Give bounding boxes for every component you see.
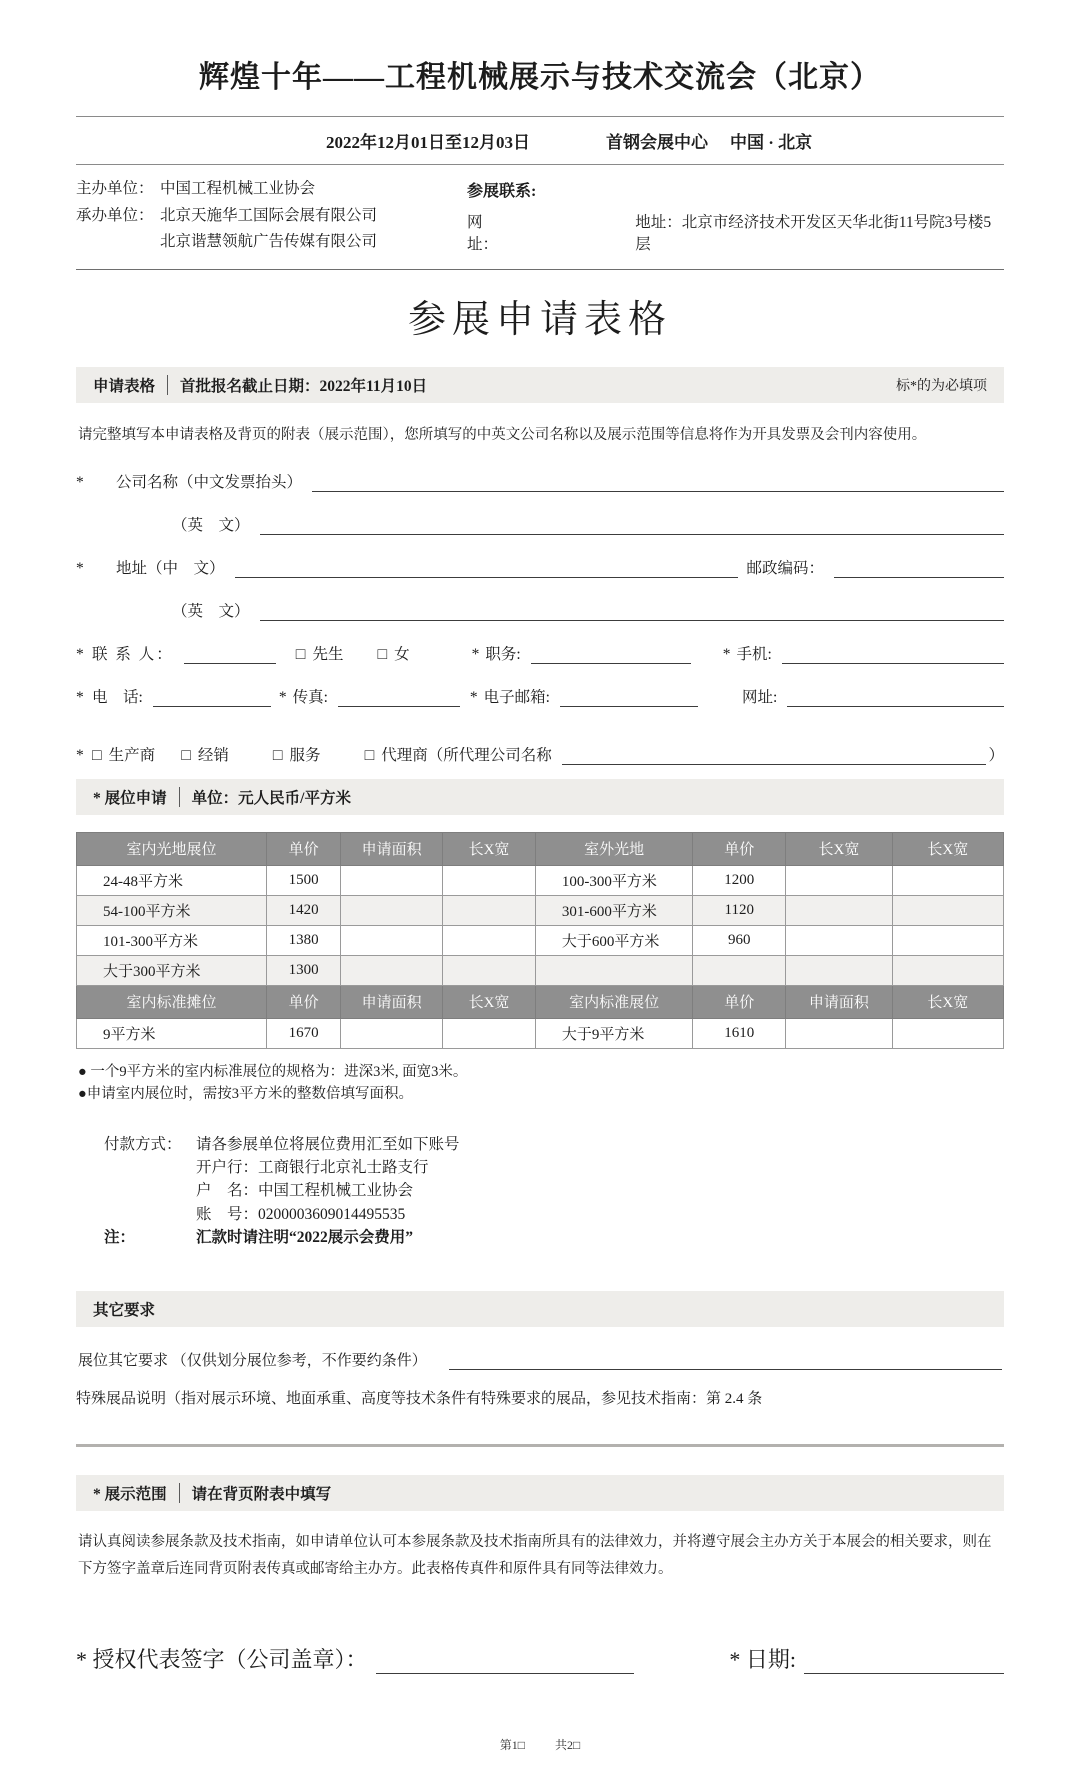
fax-field[interactable] xyxy=(338,688,460,707)
note-label: 注： xyxy=(104,1228,136,1246)
ms-option[interactable] xyxy=(377,642,409,664)
fill-instruction: 请完整填写本申请表格及背页的附表（展示范围），您所填写的中英文公司名称以及展示范围等信息将作为开具发票及会刊内容使用。 xyxy=(78,426,927,443)
payment-row xyxy=(104,1133,1004,1156)
lxw-input-cell[interactable] xyxy=(892,1018,1003,1048)
required-star: * xyxy=(469,688,478,706)
manufacturer-option[interactable] xyxy=(92,743,155,765)
spacer xyxy=(76,1447,1004,1475)
organizer-name-2: 北京谐慧领航广告传媒有限公司 xyxy=(160,233,378,251)
booth-size-cell: 54-100平方米 xyxy=(77,895,267,925)
company-name-cn-field[interactable] xyxy=(312,473,1004,492)
contact-person-field[interactable] xyxy=(184,645,276,664)
col-header-area: 申请面积 xyxy=(341,985,443,1018)
address-cn-row xyxy=(76,556,1004,578)
lxw-input-cell[interactable] xyxy=(892,925,1003,955)
area-input-cell[interactable] xyxy=(341,925,443,955)
col-header-lxw: 长X宽 xyxy=(892,985,1003,1018)
address-en-row xyxy=(76,599,1004,621)
col-header-std-stall: 室内标准摊位 xyxy=(77,985,267,1018)
organizer-label: 承办单位： xyxy=(76,206,154,224)
remittance-note-text: 汇款时请注明“2022展示会费用” xyxy=(196,1228,414,1246)
contact-person-row xyxy=(76,642,1004,664)
booth-other-request-label: 展位其它要求 （仅供划分展位参考，不作要约条件） xyxy=(78,1353,427,1370)
booth-size-cell: 100-300平方米 xyxy=(535,865,693,895)
divider xyxy=(179,1483,180,1503)
form-title: 参展申请表格 xyxy=(407,298,672,341)
lxw-input-cell[interactable] xyxy=(443,1018,536,1048)
agent-company-field[interactable] xyxy=(562,746,987,765)
price-cell: 1200 xyxy=(693,865,786,895)
booth-bar-label: * 展位申请 xyxy=(93,789,167,807)
booth-price-table xyxy=(76,832,1004,1049)
payment-row xyxy=(104,1156,1004,1179)
lxw-input-cell[interactable] xyxy=(892,865,1003,895)
payment-label-spacer xyxy=(104,1156,196,1179)
required-star: * xyxy=(722,645,731,663)
lxw-input-cell[interactable] xyxy=(786,925,893,955)
booth-size-cell: 大于600平方米 xyxy=(535,925,693,955)
booth-note-2: ●申请室内展位时，需按3平方米的整数倍填写面积。 xyxy=(78,1086,414,1103)
contact-block xyxy=(467,176,1004,256)
service-option[interactable] xyxy=(273,743,321,765)
table-row xyxy=(77,955,1004,985)
col-header-price: 单价 xyxy=(267,985,341,1018)
mr-checkbox-icon[interactable]: □ xyxy=(295,645,306,663)
other-requirements-label: 其它要求 xyxy=(93,1302,156,1320)
required-star: * xyxy=(76,746,84,764)
website-label: 网址： xyxy=(467,213,499,253)
organizer-block xyxy=(76,165,1004,269)
date-field[interactable] xyxy=(804,1649,1004,1674)
booth-size-cell: 301-600平方米 xyxy=(535,895,693,925)
empty-cell xyxy=(892,955,1003,985)
apply-bar-label: 申请表格 xyxy=(93,377,156,395)
lxw-input-cell[interactable] xyxy=(786,895,893,925)
lxw-input-cell[interactable] xyxy=(443,925,536,955)
col-header-price: 单价 xyxy=(693,832,786,865)
manufacturer-label: 生产商 xyxy=(108,746,156,764)
manufacturer-checkbox-icon[interactable]: □ xyxy=(92,746,102,764)
service-checkbox-icon[interactable]: □ xyxy=(272,746,283,764)
special-exhibit-note: 特殊展品说明（指对展示环境、地面承重、高度等技术条件有特殊要求的展品，参见技术指南：第 2.4 条 xyxy=(76,1391,763,1408)
section-bar-scope xyxy=(76,1475,1004,1511)
bank-text: 开户行：工商银行北京礼士路支行 xyxy=(196,1159,429,1177)
area-input-cell[interactable] xyxy=(786,1018,893,1048)
ms-label: 女 xyxy=(394,645,410,663)
section-bar-apply xyxy=(76,367,1004,403)
deadline-text: 首批报名截止日期：2022年11月10日 xyxy=(180,377,428,395)
page-footer xyxy=(76,1736,1004,1753)
distributor-label: 经销 xyxy=(197,746,229,764)
required-star: * xyxy=(278,688,287,706)
price-cell: 1500 xyxy=(267,865,341,895)
booth-size-cell: 大于9平方米 xyxy=(535,1018,693,1048)
agent-checkbox-icon[interactable]: □ xyxy=(364,746,375,764)
booth-size-cell: 101-300平方米 xyxy=(77,925,267,955)
table-row xyxy=(77,895,1004,925)
address-text: 地址：北京市经济技术开发区天华北街11号院3号楼5层 xyxy=(635,213,992,253)
page-total: 共2□ xyxy=(555,1737,581,1752)
contact-person-label: 联 系 人： xyxy=(92,645,174,663)
postcode-label: 邮政编码： xyxy=(746,559,824,577)
price-cell: 1610 xyxy=(693,1018,786,1048)
col-header-indoor-raw: 室内光地展位 xyxy=(77,832,267,865)
agent-option[interactable] xyxy=(365,743,552,765)
table-row xyxy=(77,865,1004,895)
col-header-lxw: 长X宽 xyxy=(443,985,536,1018)
address-en-field[interactable] xyxy=(260,602,1004,621)
scope-bar-label: * 展示范围 xyxy=(93,1486,167,1504)
lxw-input-cell[interactable] xyxy=(443,895,536,925)
col-header-lxw: 长X宽 xyxy=(786,832,893,865)
price-cell: 1300 xyxy=(267,955,341,985)
exhibit-contact-label: 参展联系: xyxy=(467,183,537,200)
required-star: * xyxy=(76,688,84,706)
col-header-lxw: 长X宽 xyxy=(443,832,536,865)
payment-block xyxy=(104,1133,1004,1249)
booth-unit-note: 单位：元人民币/平方米 xyxy=(191,789,351,807)
area-input-cell[interactable] xyxy=(341,1018,443,1048)
payment-method-label: 付款方式： xyxy=(104,1135,182,1153)
company-name-en-label: （英 文） xyxy=(172,516,250,534)
required-star: * xyxy=(76,473,84,491)
divider xyxy=(76,269,1004,270)
section-bar-other xyxy=(76,1291,1004,1327)
mr-option[interactable] xyxy=(296,642,344,664)
address-cn-label: 地址（中 文） xyxy=(116,559,225,577)
phone-fax-row xyxy=(76,685,1004,707)
price-cell: 1120 xyxy=(693,895,786,925)
booth-size-cell: 24-48平方米 xyxy=(77,865,267,895)
website-address-row xyxy=(467,210,1004,256)
legal-agreement-text: 请认真阅读参展条款及技术指南，如申请单位认可本参展条款及技术指南所具有的法律效力，并将遵守展会主办方关于本展会的相关要求，则在下方签字盖章后连同背页附表传真或邮寄给主办方。此表格传真件和原件具有同等法律效力。 xyxy=(78,1534,992,1577)
organizer-row xyxy=(76,229,467,256)
host-row xyxy=(76,176,467,203)
payment-note-row xyxy=(104,1226,1004,1249)
signature-row xyxy=(76,1643,1004,1674)
table-header-row xyxy=(77,985,1004,1018)
payment-row xyxy=(104,1179,1004,1202)
address-cn-field[interactable] xyxy=(235,559,739,578)
price-cell: 1420 xyxy=(267,895,341,925)
email-field[interactable] xyxy=(560,688,698,707)
account-number-text: 账 号：0200003609014495535 xyxy=(196,1205,406,1223)
job-title-label: 职务: xyxy=(485,645,521,663)
empty-cell xyxy=(535,955,693,985)
empty-cell xyxy=(786,955,893,985)
website-field-label: 网址: xyxy=(741,688,778,706)
col-header-outdoor: 室外光地 xyxy=(535,832,693,865)
col-header-price: 单价 xyxy=(693,985,786,1018)
booth-other-request-field[interactable] xyxy=(449,1351,1002,1370)
price-cell: 960 xyxy=(693,925,786,955)
date-label: * 日期: xyxy=(729,1646,796,1672)
required-star: * xyxy=(76,559,84,577)
booth-notes xyxy=(78,1061,1004,1106)
distributor-checkbox-icon[interactable]: □ xyxy=(181,746,191,764)
required-star: * xyxy=(471,645,480,663)
company-name-cn-row xyxy=(76,470,1004,492)
col-header-price: 单价 xyxy=(267,832,341,865)
host-label: 主办单位： xyxy=(76,180,154,197)
phone-label: 电 话: xyxy=(92,688,143,706)
signature-field[interactable] xyxy=(376,1649,634,1674)
mobile-field[interactable] xyxy=(782,645,1004,664)
account-name-text: 户 名：中国工程机械工业协会 xyxy=(196,1182,414,1200)
mr-label: 先生 xyxy=(312,645,344,663)
phone-field[interactable] xyxy=(153,688,271,707)
organizer-row xyxy=(76,203,467,230)
booth-note-1: ● 一个9平方米的室内标准展位的规格为：进深3米, 面宽3米。 xyxy=(78,1063,468,1080)
payment-row xyxy=(104,1203,1004,1226)
divider xyxy=(179,787,180,807)
agent-label: 代理商（所代理公司名称 xyxy=(381,746,552,764)
event-venue: 首钢会展中心 xyxy=(606,133,708,152)
agent-close-paren: ） xyxy=(988,746,1004,764)
company-name-en-row xyxy=(76,513,1004,535)
table-header-row xyxy=(77,832,1004,865)
section-bar-booth xyxy=(76,779,1004,815)
lxw-input-cell[interactable] xyxy=(786,865,893,895)
organizer-name-1: 北京天施华工国际会展有限公司 xyxy=(160,206,378,224)
service-label: 服务 xyxy=(289,746,321,764)
col-header-area: 申请面积 xyxy=(786,985,893,1018)
col-header-lxw: 长X宽 xyxy=(892,832,1003,865)
company-type-row xyxy=(76,743,1004,765)
website-field[interactable] xyxy=(787,688,1004,707)
organizer-list xyxy=(76,176,467,256)
required-star: * xyxy=(76,645,84,663)
table-row xyxy=(77,1018,1004,1048)
lxw-input-cell[interactable] xyxy=(443,955,536,985)
table-row xyxy=(77,925,1004,955)
company-name-en-field[interactable] xyxy=(260,516,1004,535)
address-en-label: （英 文） xyxy=(172,602,250,620)
spacer xyxy=(76,1249,1004,1291)
postcode-field[interactable] xyxy=(834,559,1004,578)
booth-size-cell: 9平方米 xyxy=(77,1018,267,1048)
area-input-cell[interactable] xyxy=(341,865,443,895)
event-info-bar xyxy=(76,117,1004,164)
booth-size-cell: 大于300平方米 xyxy=(77,955,267,985)
mobile-label: 手机: xyxy=(736,645,772,663)
ms-checkbox-icon[interactable]: □ xyxy=(377,645,388,663)
payment-label-spacer xyxy=(104,1179,196,1202)
signature-label: * 授权代表签字（公司盖章）： xyxy=(76,1646,368,1672)
job-title-field[interactable] xyxy=(531,645,691,664)
col-header-area: 申请面积 xyxy=(341,832,443,865)
event-dates: 2022年12月01日至12月03日 xyxy=(326,133,530,152)
fax-label: 传真: xyxy=(292,688,328,706)
divider xyxy=(167,375,168,395)
required-note: 标*的为必填项 xyxy=(896,378,987,394)
booth-other-request-row xyxy=(78,1349,1002,1370)
lxw-input-cell[interactable] xyxy=(892,895,1003,925)
organizer-label-spacer xyxy=(76,229,160,256)
page-number: 第1□ xyxy=(499,1737,525,1752)
scope-bar-note: 请在背页附表中填写 xyxy=(191,1486,332,1504)
empty-cell xyxy=(693,955,786,985)
payment-text: 请各参展单位将展位费用汇至如下账号 xyxy=(196,1135,460,1153)
price-cell: 1670 xyxy=(267,1018,341,1048)
payment-label-spacer xyxy=(104,1203,196,1226)
email-label: 电子邮箱: xyxy=(483,688,550,706)
company-name-cn-label: 公司名称（中文发票抬头） xyxy=(116,473,303,491)
host-name: 中国工程机械工业协会 xyxy=(160,180,316,197)
event-city: 中国 · 北京 xyxy=(730,133,813,152)
distributor-option[interactable] xyxy=(181,743,229,765)
area-input-cell[interactable] xyxy=(341,895,443,925)
col-header-std-booth: 室内标准展位 xyxy=(535,985,693,1018)
lxw-input-cell[interactable] xyxy=(443,865,536,895)
area-input-cell[interactable] xyxy=(341,955,443,985)
price-cell: 1380 xyxy=(267,925,341,955)
event-title: 辉煌十年——工程机械展示与技术交流会（北京） xyxy=(199,61,881,94)
